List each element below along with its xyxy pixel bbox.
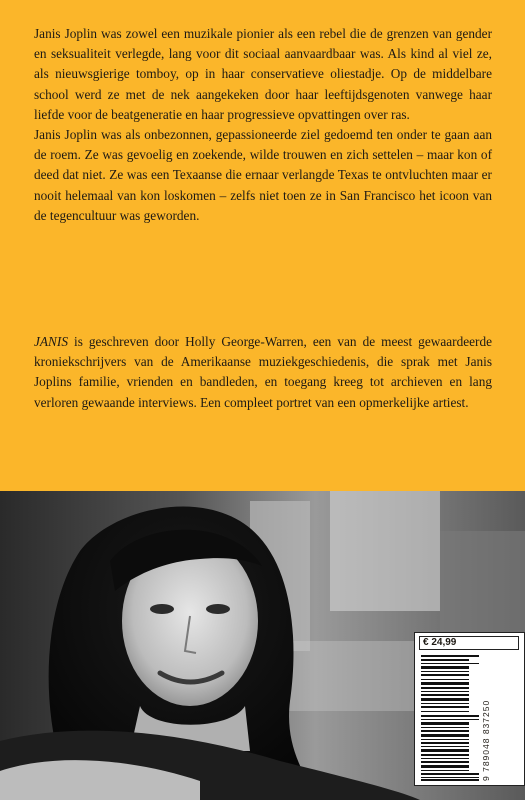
about-body: is geschreven door Holly George-Warren, een van de meest gewaardeerde kroniekschrijvers van de Amerikaanse muziekgeschiedenis, die sprak met Janis Joplins familie, vrienden en bandleden, en toegang kreeg tot archieven en lang verloren gewaande interviews. Een compleet portret van een opmerkelijke artiest. — [34, 334, 492, 410]
about-author-text — [34, 332, 492, 413]
blurb-paragraph-1: Janis Joplin was zowel een muzikale pionier als een rebel die de grenzen van gender en seksualiteit verlegde, lang voor dit sociaal aanvaardbaar was. Als kind al viel ze, als nieuwsgierige tomboy, op in haar conservatieve oliestadje. Op de middelbare school werd ze met de nek aangekeken door haar leeftijdsgenoten vanwege haar liefde voor de beatgeneratie en haar progressieve opvattingen over ras. — [34, 26, 492, 122]
book-title-italic: JANIS — [34, 334, 68, 349]
blurb-text — [34, 24, 492, 226]
about-paragraph — [34, 332, 492, 413]
blurb-paragraph-2: Janis Joplin was als onbezonnen, gepassioneerde ziel gedoemd ten onder te gaan aan de roem. Ze was gevoelig en zoekende, wilde trouwen en zich settelen – maar kon of deed dat niet. Ze was een Texaanse die ernaar verlangde Texas te ontvluchten maar er nooit helemaal van kon loskomen – zelfs niet toen ze in San Francisco het icoon van de tegencultuur was geworden. — [34, 127, 492, 223]
price-label: € 24,99 — [419, 636, 519, 650]
isbn-number: 9 789048 837250 — [481, 699, 491, 781]
barcode-icon — [421, 655, 479, 781]
barcode-label — [414, 632, 525, 786]
